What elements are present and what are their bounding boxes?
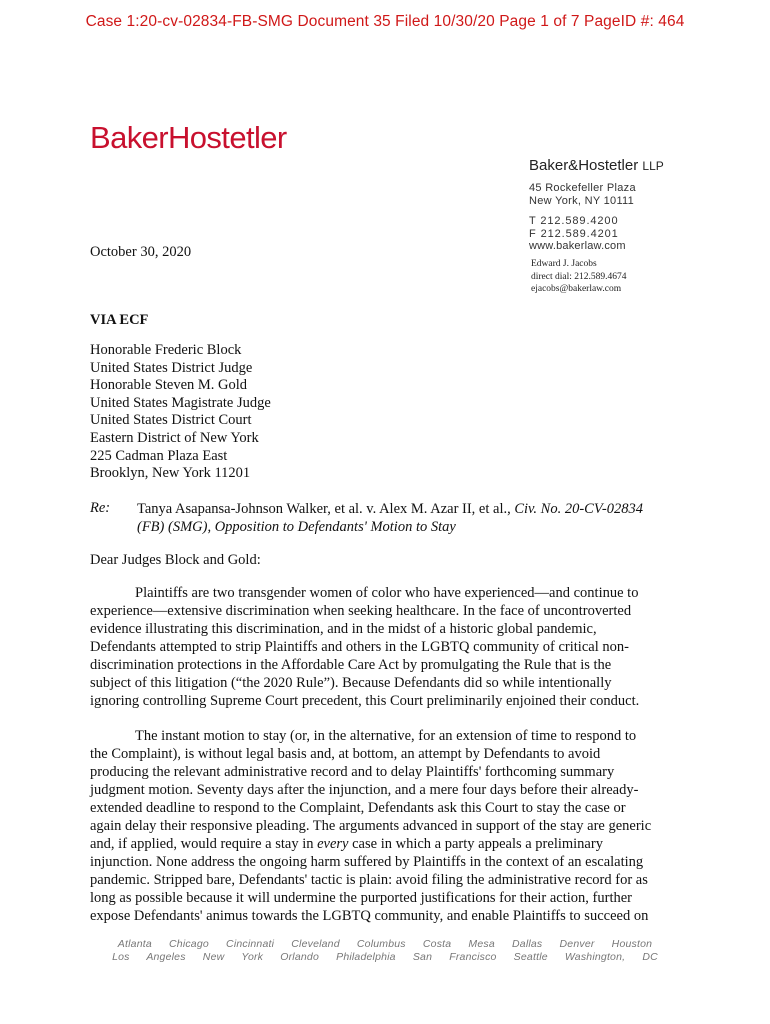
attorney-name: Edward J. Jacobs <box>531 259 597 269</box>
re-subject <box>137 500 682 536</box>
firm-logo: BakerHostetler <box>90 120 287 155</box>
paragraph-line: injunction. None address the ongoing harm suffered by Plaintiffs in the context of an escalating <box>90 854 644 870</box>
line-text: and, if applied, would require a stay in <box>90 836 318 852</box>
emphasis-text: every <box>317 836 349 852</box>
firm-name-text: Baker&Hostetler <box>529 157 639 174</box>
paragraph-line: subject of this litigation (“the 2020 Rule”). Because Defendants did so while intentionally <box>90 675 612 691</box>
paragraph-line: experience—extensive discrimination when seeking healthcare. In the face of uncontroverted <box>90 603 632 619</box>
recipient-line: Honorable Steven M. Gold <box>90 377 248 394</box>
paragraph-line: expose Defendants' animus towards the LGBTQ community, and enable Plaintiffs to succeed on <box>90 908 649 924</box>
line-text: case in which a party appeals a preliminary <box>348 836 603 852</box>
re-line <box>137 500 682 518</box>
address-line: 45 Rockefeller Plaza <box>529 182 636 194</box>
fax-number: F 212.589.4201 <box>529 227 619 240</box>
recipient-line: Brooklyn, New York 11201 <box>90 465 251 482</box>
paragraph-line: judgment motion. Seventy days after the injunction, and a mere four days before their already- <box>90 782 639 798</box>
paragraph-line: evidence illustrating this discrimination, and in the midst of a historic global pandemic, <box>90 621 597 637</box>
recipient-address <box>90 342 271 483</box>
paragraph-line: The instant motion to stay (or, in the alternative, for an extension of time to respond to <box>135 728 637 744</box>
footer-offices-row-1: Atlanta Chicago Cincinnati Cleveland Columbus Costa Mesa Dallas Denver Houston <box>117 938 653 950</box>
re-subject-text: (FB) (SMG), Opposition to Defendants' Motion to Stay <box>137 519 456 535</box>
paragraph-line: extended deadline to respond to the Complaint, Defendants ask this Court to stay the case or <box>90 800 626 816</box>
firm-suffix: LLP <box>642 159 664 173</box>
firm-name <box>529 157 664 174</box>
paragraph-line: Defendants attempted to strip Plaintiffs and others in the LGBTQ community of critical non- <box>90 639 629 655</box>
website-link[interactable]: www.bakerlaw.com <box>529 240 626 252</box>
re-line <box>137 518 682 536</box>
paragraph-line: Plaintiffs are two transgender women of color who have experienced—and continue to <box>135 585 639 601</box>
recipient-line: United States District Judge <box>90 359 253 376</box>
body-paragraph-2 <box>90 727 690 925</box>
paragraph-line <box>90 835 690 853</box>
paragraph-line: long as possible because it will undermine the purported justifications for their action, further <box>90 890 632 906</box>
re-case-name: Tanya Asapansa-Johnson Walker, et al. v. Alex M. Azar II, et al., <box>137 501 515 517</box>
re-case-number: Civ. No. 20-CV-02834 <box>514 501 643 517</box>
paragraph-line: pandemic. Stripped bare, Defendants' tactic is plain: avoid filing the administrative record for as <box>90 872 648 888</box>
firm-contact <box>529 215 626 253</box>
paragraph-line: discrimination protections in the Affordable Care Act by promulgating the Rule that is the <box>90 657 612 673</box>
delivery-method: VIA ECF <box>90 312 149 328</box>
body-paragraph-1 <box>90 584 690 710</box>
recipient-line: Honorable Frederic Block <box>90 342 242 358</box>
paragraph-line: ignoring controlling Supreme Court precedent, this Court preliminarily enjoined their conduct. <box>90 693 640 709</box>
attorney-contact <box>531 258 627 296</box>
case-header-stamp: Case 1:20-cv-02834-FB-SMG Document 35 Filed 10/30/20 Page 1 of 7 PageID #: 464 <box>85 13 685 30</box>
re-label: Re: <box>90 500 111 516</box>
firm-address <box>529 182 636 208</box>
attorney-direct-dial: direct dial: 212.589.4674 <box>531 271 627 282</box>
paragraph-line: producing the relevant administrative record and to delay Plaintiffs' forthcoming summary <box>90 764 615 780</box>
recipient-line: 225 Cadman Plaza East <box>90 447 228 464</box>
letter-date: October 30, 2020 <box>90 244 192 260</box>
address-line: New York, NY 10111 <box>529 195 635 207</box>
salutation: Dear Judges Block and Gold: <box>90 552 261 568</box>
phone-number: T 212.589.4200 <box>529 215 619 227</box>
recipient-line: United States District Court <box>90 412 252 429</box>
attorney-email[interactable]: ejacobs@bakerlaw.com <box>531 284 622 294</box>
recipient-line: Eastern District of New York <box>90 429 259 446</box>
paragraph-line: again delay their responsive pleading. The arguments advanced in support of the stay are generic <box>90 818 652 834</box>
recipient-line: United States Magistrate Judge <box>90 394 271 411</box>
footer-offices-row-2: Los Angeles New York Orlando Philadelphia San Francisco Seattle Washington, DC <box>112 951 658 963</box>
paragraph-line: the Complaint), is without legal basis and, at bottom, an attempt by Defendants to avoid <box>90 746 601 762</box>
